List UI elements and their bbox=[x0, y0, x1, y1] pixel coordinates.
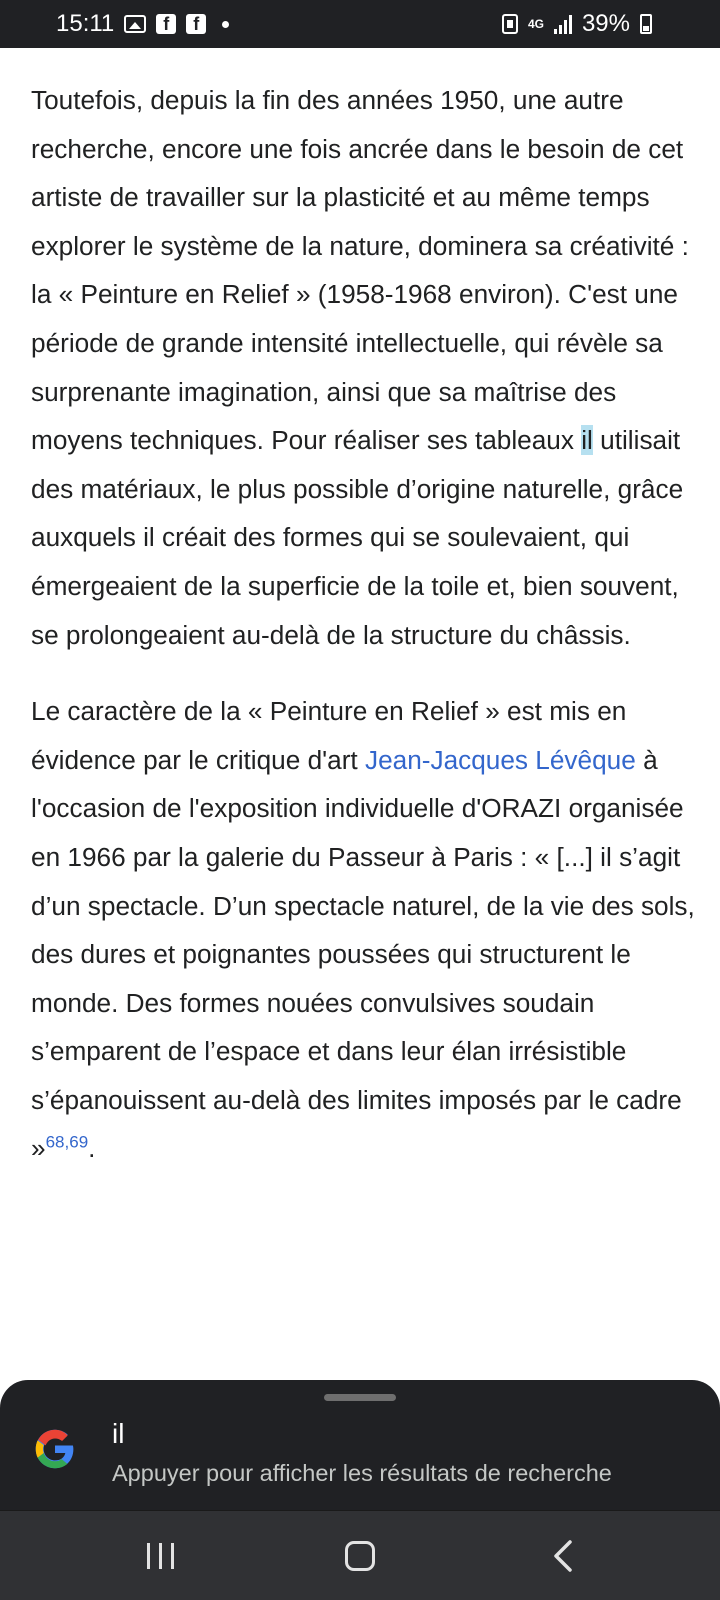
status-bar bbox=[0, 0, 720, 48]
selected-word[interactable]: il bbox=[581, 425, 593, 456]
paragraph-2-text-a: Le caractère de la « Peinture en Relief » est mis en évidence par le critique d'art bbox=[31, 696, 627, 775]
recents-button[interactable] bbox=[100, 1511, 220, 1600]
article-paragraph-2 bbox=[31, 687, 696, 1173]
reference-separator: , bbox=[64, 1132, 70, 1152]
status-left bbox=[56, 10, 229, 38]
sheet-drag-handle[interactable] bbox=[324, 1394, 396, 1401]
facebook-icon: f bbox=[186, 14, 206, 34]
paragraph-1-text-a: Toutefois, depuis la fin des années 1950, une autre recherche, encore une fois ancrée dans le besoin de cet artiste de travailler sur la plasticité et au même temps explorer le système de la nature, dominera sa créativité : la « Peinture en Relief » (1958-1968 environ). C'est une période de grande intensité intellectuelle, qui révèle sa surprenante imagination, ainsi que sa maîtrise des moyens techniques. Pour réaliser ses tableaux bbox=[31, 85, 689, 456]
facebook-icon: f bbox=[156, 14, 176, 34]
signal-icon bbox=[554, 14, 572, 34]
paragraph-1-text-b: utilisait des matériaux, le plus possible d’origine naturelle, grâce auxquels il créait des formes qui se soulevaient, qui émergeaient de la superficie de la toile et, bien souvent, se prolongeaient au-delà de la structure du châssis. bbox=[31, 425, 684, 650]
network-4g-icon: 4G bbox=[527, 17, 544, 31]
back-icon bbox=[550, 1538, 578, 1574]
google-search-sheet[interactable] bbox=[0, 1380, 720, 1510]
article-paragraph-1 bbox=[31, 76, 696, 659]
paragraph-2-end: . bbox=[88, 1133, 96, 1164]
home-button[interactable] bbox=[300, 1511, 420, 1600]
battery-percent: 39% bbox=[581, 10, 630, 37]
link-jean-jacques-leveque[interactable]: Jean-Jacques Lévêque bbox=[364, 744, 636, 775]
home-icon bbox=[345, 1541, 375, 1571]
status-right bbox=[502, 10, 652, 38]
article-body bbox=[31, 76, 696, 1201]
notification-dot-icon bbox=[222, 21, 229, 28]
status-time: 15:11 bbox=[56, 10, 115, 37]
paragraph-2-text-b: à l'occasion de l'exposition individuelle d'ORAZI organisée en 1966 par la galerie du Passeur à Paris : « [...] il s’agit d’un spectacle. D’un spectacle naturel, de la vie des sols, des dures et poignantes poussées qui structurent le monde. Des formes nouées convulsives soudain s’emparent de l’espace et dans leur élan irrésistible s’épanouissent au-delà des limites imposés par le cadre » bbox=[31, 744, 695, 1164]
recents-icon bbox=[147, 1543, 174, 1569]
battery-icon bbox=[640, 14, 652, 34]
nfc-icon bbox=[502, 14, 518, 34]
reference-68[interactable]: 68 bbox=[45, 1132, 65, 1152]
search-hint[interactable]: Appuyer pour afficher les résultats de recherche bbox=[112, 1460, 612, 1486]
image-icon bbox=[124, 15, 146, 33]
google-g-icon bbox=[34, 1428, 76, 1470]
reference-69[interactable]: 69 bbox=[69, 1132, 89, 1152]
navigation-bar bbox=[0, 1510, 720, 1600]
back-button[interactable] bbox=[504, 1511, 624, 1600]
search-query[interactable]: il bbox=[112, 1418, 125, 1449]
